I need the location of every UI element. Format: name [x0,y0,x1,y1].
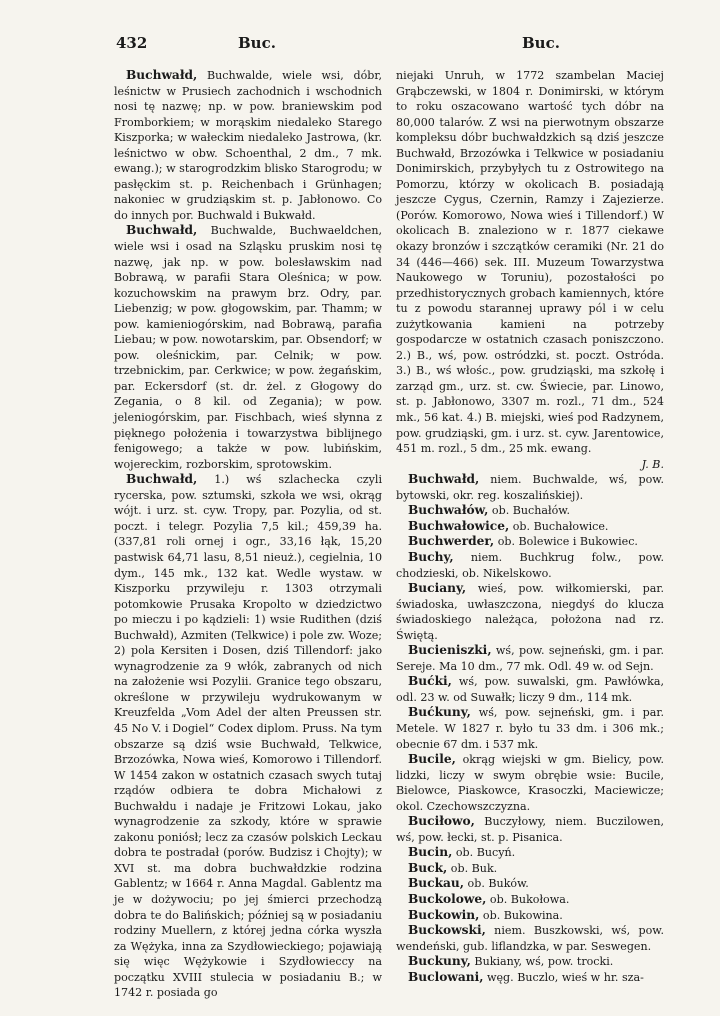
entry-headword: Buciany, [408,581,467,596]
dictionary-entry [396,674,664,705]
author-signature: J. B. [641,457,664,471]
entry-headword: Bucile, [408,752,456,767]
entry-text: ob. Buchałowice. [509,519,609,533]
entry-text: ob. Bukowina. [479,908,563,922]
entry-text: Buchwalde, Buchwaeldchen, wiele wsi i osad na Szląsku pruskim nosi tę nazwę, jak np. w pow. bolesławskim nad Bobrawą, w parafii Stara Oleśnica; w pow. kozuchowskim na prawym brz. Odry, par. Liebenzig; w pow. głogowskim, par. Thamm; w pow. kamieniogórskim, nad Bobrawą, parafia Liebau; w pow. nowotarskim, par. Obsendorf; w pow. oleśnickim, par. Celnik; w pow. trzebnickim, par. Cerkwice; w pow. żegańskim, par. Eckersdorf (st. dr. żel. z Głogowy do Zegania, o 8 kil. od Zegania); w pow. jeleniogórskim, par. Fischbach, wieś słynna z pięknego położenia i towarzystwa biblijnego fenigowego; a także w pow. lubińskim, wojereckim, rozborskim, sprotowskim. [114,224,382,471]
entry-text: wś, pow. sejneński, gm. i par. Sereje. Ma 10 dm., 77 mk. Odl. 49 w. od Sejn. [396,644,664,673]
entry-headword: Buckolowe, [408,891,487,906]
dictionary-entry [396,876,664,892]
entry-text: ob. Bolewice i Bukowiec. [494,535,638,549]
dictionary-entry [396,643,664,674]
entry-text: Buchwalde, wiele wsi, dóbr, leśnictw w Prusiech zachodnich i wschodnich nosi tę nazwę; np. w pow. braniewskim pod Fromborkiem; w morąskim niedaleko Starego Kiszporka; w wałeckim niedaleko Jastrowa, (kr. leśnictwo w obw. Schoenthal, 2 dm., 7 mk. ewang.); w starogrodzkim blisko Starogrodu; w pasłęckim st. p. Reichenbach i Grünhagen; nakoniec w grudziąskim st. p. Jabłonowo. Co do innych por. Buchwald i Bukwałd. [114,69,382,222]
entry-headword: Buckowin, [408,907,480,922]
dictionary-entry [396,534,664,550]
dictionary-entry [396,472,664,503]
dictionary-entry [114,472,382,1001]
entry-headword: Buchwałd, [126,68,198,82]
entry-text: wś, pow. sejneński, gm. i par. Metele. W 1827 r. było tu 33 dm. i 306 mk.; obecnie 67 dm. i 537 mk. [396,706,664,751]
entry-text: niem. Buszkowski, wś, pow. wendeński, gub. liflandzka, w par. Seswegen. [396,924,664,953]
entry-text: Bukiany, wś, pow. trocki. [470,955,614,969]
page-number: 432 [116,34,148,52]
entry-text: niejaki Unruh, w 1772 szambelan Maciej Grąbczewski, w 1804 r. Donimirski, w którym to roku oszacowano wartość tych dóbr na 80,000 talarów. Z wsi na pierwotnym obszarze kompleksu dóbr buchwałdzkich są dziś jeszcze Buchwałd, Brzozówka i Telkwice w posiadaniu Donimirskich, przybyłych tu z Ostrowitego na Pomorzu, którzy w okolicach B. posiadają jeszcze Cygus, Czernin, Ramzy i Zajezierze. (Porów. Komorowo, Nowa wieś i Tillendorf.) W okolicach B. znaleziono w r. 1877 ciekawe okazy bronzów i szczątków ceramiki (Nr. 21 do 34 (446—466) sek. III. Muzeum Towarzystwa Naukowego w Toruniu), pozostałości po przedhistorycznych grobach kamiennych, które tu z powodu starannej uprawy pól i w celu zużytkowania kamieni na potrzeby gospodarcze w ostatnich czasach poniszczono. 2.) B., wś, pow. ostródzki, st. poczt. Ostróda. 3.) B., wś włośc., pow. grudziąski, ma szkołę i zarząd gm., urz. st. cw. Świecie, par. Linowo, st. p. Jabłonowo, 3307 m. rozl., 71 dm., 524 mk., 56 kat. 4.) B. miejski, wieś pod Radzynem, pow. grudziąski, gm. i urz. st. cyw. Jarentowice, 451 m. rozl., 5 dm., 25 mk. ewang. [396,69,664,456]
dictionary-entry [396,892,664,908]
dictionary-entry [396,954,664,970]
entry-text: ob. Buk. [447,861,498,875]
dictionary-entry [396,908,664,924]
entry-text: węg. Buczlo, wieś w hr. sza- [483,970,644,984]
entry-text: wieś, pow. wiłkomierski, par. świadoska, uwłaszczona, niegdyś do klucza świadoskiego należąca, położona nad rz. Świętą. [396,582,664,642]
entry-headword: Buckuny, [408,954,471,969]
running-head-left: Buc. [238,34,276,52]
left-column [114,68,382,1001]
entry-headword: Buckau, [408,876,465,891]
entry-text: ob. Buków. [464,877,529,891]
dictionary-entry [396,705,664,752]
entry-text: ob. Buchałów. [488,504,571,518]
entry-text: niem. Buchwalde, wś, pow. bytowski, okr. reg. koszalińskiej). [396,473,664,502]
entry-headword: Bucieniszki, [408,643,492,658]
entry-headword: Bućkuny, [408,705,471,720]
dictionary-entry [396,923,664,954]
dictionary-entry [396,503,664,519]
entry-headword: Buchy, [408,549,454,564]
entry-headword: Buchwerder, [408,534,495,549]
entry-text: niem. Buchkrug folw., pow. chodzieski, ob. Nikelskowo. [396,550,664,580]
dictionary-entry [396,752,664,814]
dictionary-entry [114,68,382,223]
entry-text: ob. Bukołowa. [486,892,570,906]
entry-headword: Buchwałów, [408,503,489,518]
entry-headword: Bucin, [408,845,453,860]
dictionary-entry [396,814,664,845]
entry-headword: Buciłowo, [408,814,475,829]
dictionary-entry [396,845,664,861]
entry-headword: Buchwałowice, [408,518,510,533]
entry-text: wś, pow. suwalski, gm. Pawłówka, odl. 23 w. od Suwałk; liczy 9 dm., 114 mk. [396,675,664,704]
running-head-right: Buc. [522,34,560,52]
entry-headword: Buck, [408,860,448,875]
dictionary-entry [396,550,664,581]
entry-headword: Bućki, [408,674,452,689]
dictionary-entry [396,519,664,535]
dictionary-entry [396,68,664,457]
dictionary-entry [114,223,382,472]
entry-headword: Buchwałd, [408,472,480,487]
dictionary-entry [396,861,664,877]
entry-text: Buczyłowy, niem. Buczilowen, wś, pow. łecki, st. p. Pisanica. [396,815,664,844]
entry-text: okrąg wiejski w gm. Bielicy, pow. lidzki, liczy w swym obrębie wsie: Bucile, Bielowce, Piaskowce, Krasoczki, Maciewicze; okol. Czechowszczyzna. [396,753,664,813]
dictionary-entry [396,581,664,643]
entry-headword: Buclowani, [408,969,484,984]
entry-headword: Buchwałd, [126,472,198,487]
entry-headword: Buckowski, [408,923,486,938]
entry-text: 1.) wś szlachecka czyli rycerska, pow. sztumski, szkoła we wsi, okrąg wójt. i urz. st. cyw. Tropy, par. Pozylia, od st. poczt. i telegr. Pozylia 7,5 kil.; 459,39 ha. (337,81 roli ornej i ogr., 33,16 łąk, 15,20 pastwisk 64,71 lasu, 8,51 nieuż.), cegielnia, 10 dym., 145 mk., 132 kat. Wedle wystaw. w Kiszporku przywileju r. 1303 otrzymali potomkowie Prusaka Kropolto w dziedzictwo po mieczu i po kądzieli: 1) wsie Rudithen (dziś Buchwałd), Azmiten (Telkwice) i pole zw. Woze; 2) pola Kersiten i Dosen, dziś Tillendorf: jako wynagrodzenie za 9 włók, zabranych od nich na założenie wsi Pozylii. Granice tego obszaru, określone w przywileju wydrukowanym w Kreuzfelda „Vom Adel der alten Preussen str. 45 No V. i Dogiel“ Codex diplom. Pruss. Na tym obszarze są dziś wsie Buchwałd, Telkwice, Brzozówka, Nowa wieś, Komorowo i Tillendorf. W 1454 zakon w ostatnich czasach swych tutaj rządów odbiera te dobra Michałowi z Buchwałdu i nadaje je Fritzowi Lokau, jako wynagrodzenie za szkody, które w sprawie zakonu poniósł; lecz za czasów polskich Leckau dobra te postradał (porów. Budzisz i Chojty); w XVI st. ma dobra buchwałdzkie rodzina Gablentz; w 1664 r. Anna Magdal. Gablentz ma je w dożywociu; po jej śmierci przechodzą dobra te do Balińskich; później są w posiadaniu rodziny Muellern, z której jedna córka wyszła za Wężyka, inna za Szydłowieckiego; pojawiają się więc Wężykowie i Szydłowieccy na początku XVIII stulecia w posiadaniu B.; w 1742 r. posiada go [114,473,382,1000]
entry-text: ob. Bucyń. [452,846,516,860]
dictionary-entry [396,970,664,986]
entry-headword: Buchwałd, [126,223,198,238]
right-column [396,68,664,985]
